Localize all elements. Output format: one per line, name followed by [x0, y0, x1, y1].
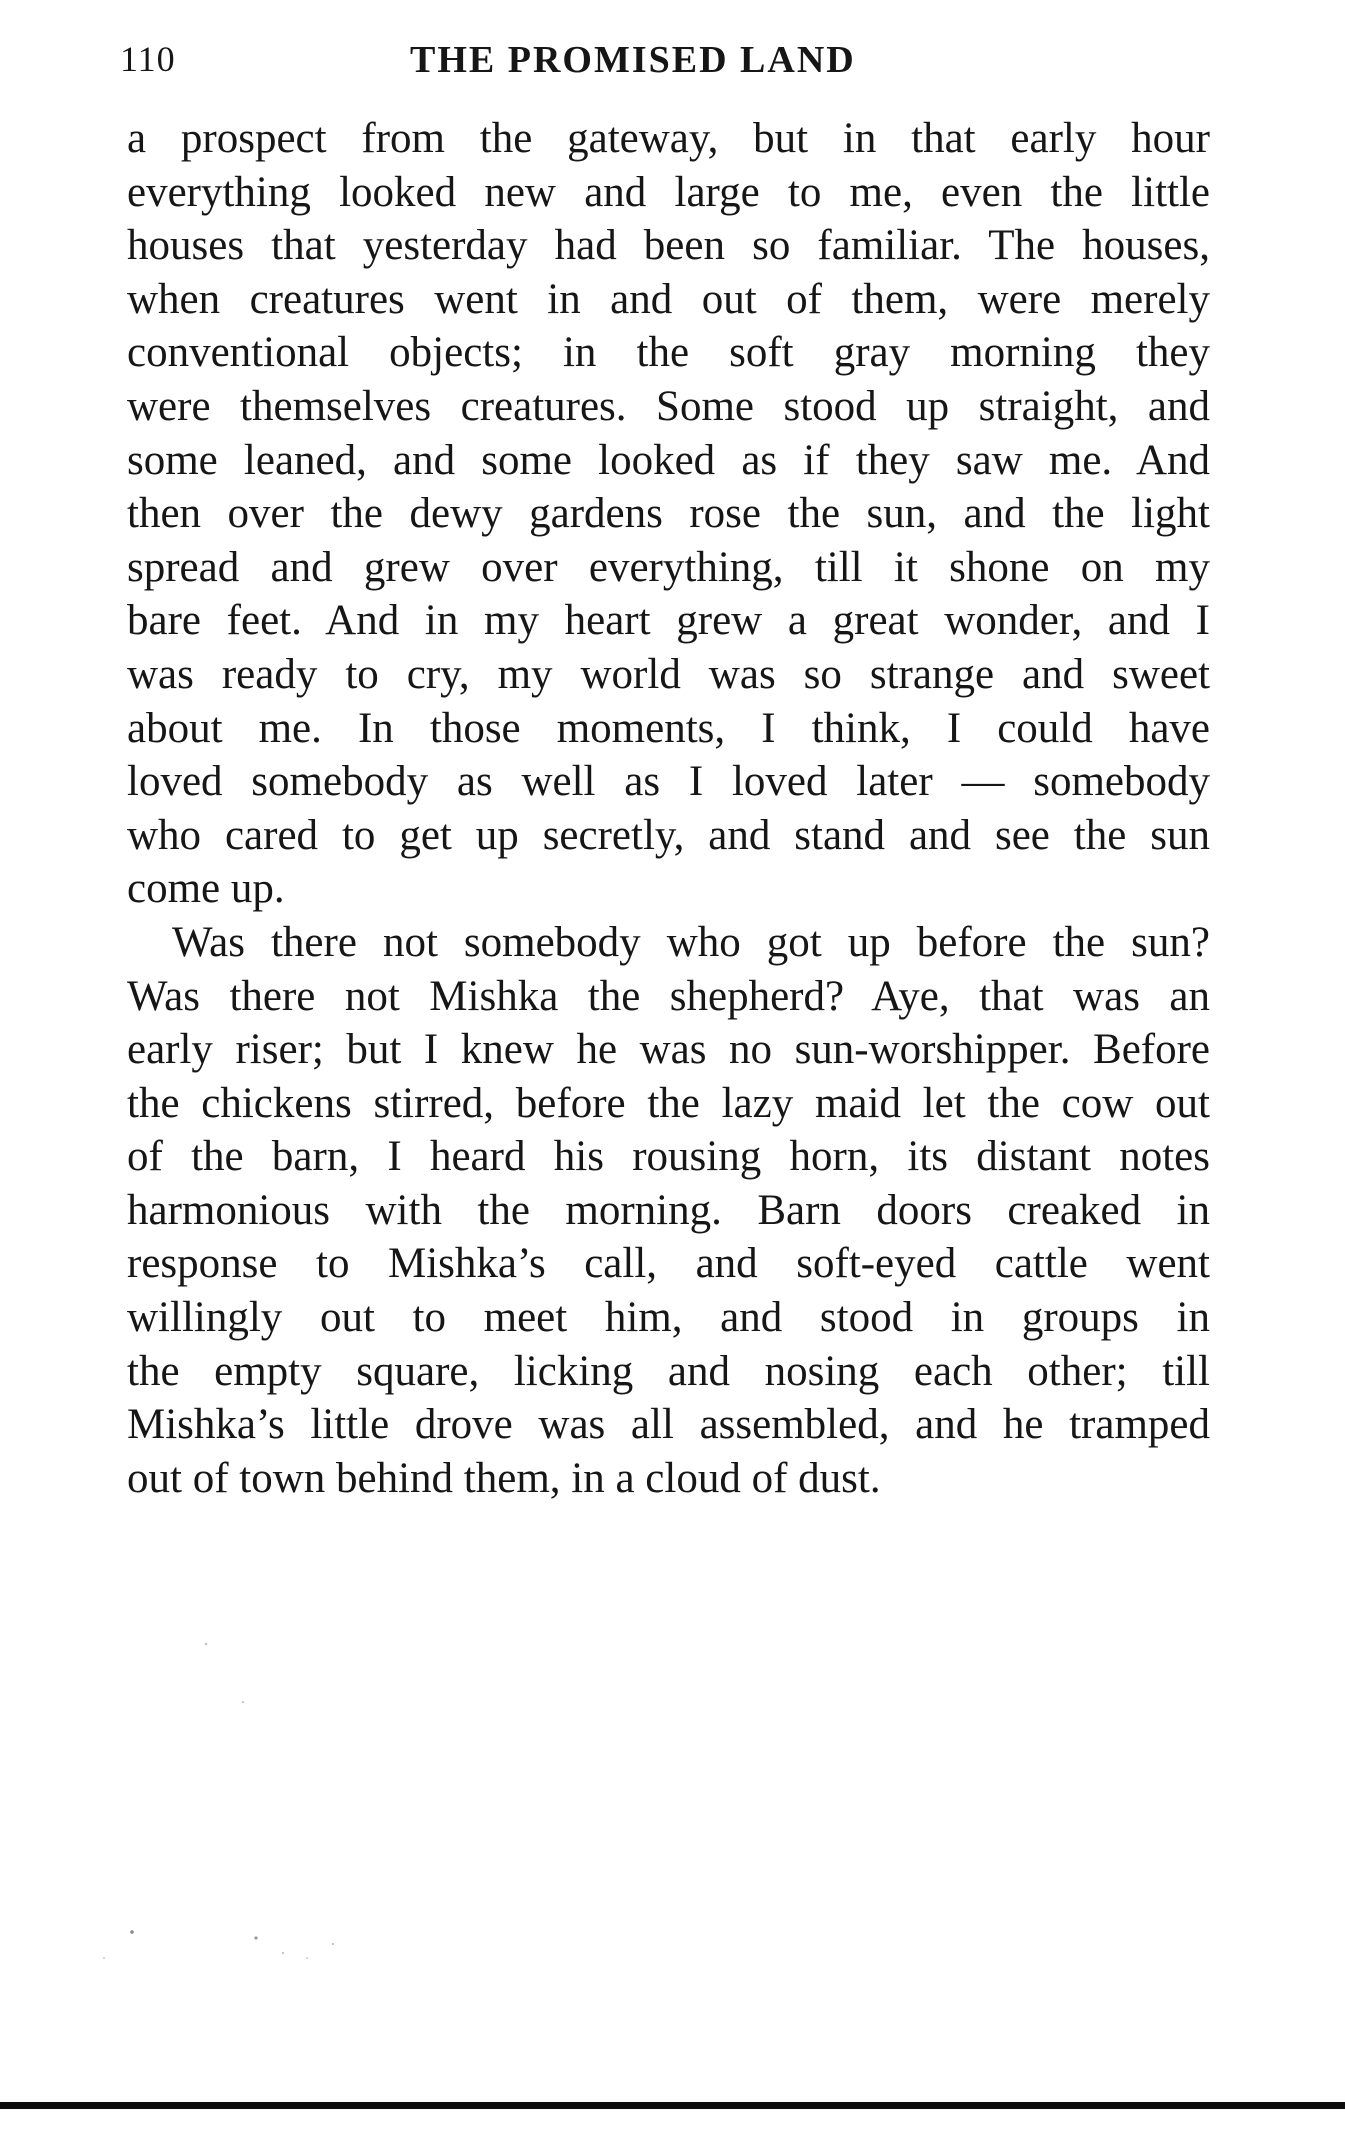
page-number: 110: [120, 39, 176, 79]
scan-speck: [306, 1957, 308, 1959]
paragraph-1: [127, 112, 1210, 916]
text-line: houses that yesterday had been so familiar. The houses,: [127, 222, 1210, 270]
bottom-rule: [0, 2102, 1345, 2109]
text-line: conventional objects; in the soft gray morning they: [127, 329, 1210, 377]
scan-speck: [332, 1943, 334, 1945]
text-line: then over the dewy gardens rose the sun, and the light: [127, 490, 1210, 538]
text-line: harmonious with the morning. Barn doors creaked in: [127, 1186, 1210, 1234]
running-head: [120, 38, 1200, 88]
text-line: Mishka’s little drove was all assembled, and he tramped: [127, 1401, 1210, 1449]
text-line: the empty square, licking and nosing each other; till: [127, 1347, 1210, 1395]
text-line: about me. In those moments, I think, I could have: [127, 704, 1210, 752]
scan-speck: [254, 1936, 257, 1939]
scan-speck: [205, 1643, 207, 1645]
text-line: willingly out to meet him, and stood in groups in: [127, 1294, 1210, 1342]
text-line: Was there not Mishka the shepherd? Aye, that was an: [127, 972, 1210, 1020]
text-line: the chickens stirred, before the lazy maid let the cow out: [127, 1079, 1210, 1127]
text-line: some leaned, and some looked as if they saw me. And: [127, 436, 1210, 484]
text-line: was ready to cry, my world was so strange and sweet: [127, 650, 1210, 698]
book-title: THE PROMISED LAND: [410, 39, 856, 81]
text-line: response to Mishka’s call, and soft-eyed cattle went: [127, 1240, 1210, 1288]
paragraph-2: [127, 916, 1210, 1506]
text-line: Was there not somebody who got up before the sun?: [172, 918, 1210, 966]
text-line: were themselves creatures. Some stood up straight, and: [127, 382, 1210, 430]
text-line: early riser; but I knew he was no sun-worshipper. Before: [127, 1026, 1210, 1074]
text-line: of the barn, I heard his rousing horn, its distant notes: [127, 1133, 1210, 1181]
scan-speck: [242, 1701, 244, 1703]
text-line: come up.: [127, 865, 285, 913]
text-line: a prospect from the gateway, but in that early hour: [127, 115, 1210, 162]
scan-speck: [130, 1930, 134, 1934]
text-line: everything looked new and large to me, even the little: [127, 168, 1210, 216]
text-line: out of town behind them, in a cloud of dust.: [127, 1454, 881, 1502]
scan-speck: [282, 1952, 284, 1954]
text-line: loved somebody as well as I loved later — somebody: [127, 758, 1210, 806]
body-text: [127, 112, 1210, 1505]
text-line: when creatures went in and out of them, were merely: [127, 275, 1210, 323]
text-line: bare feet. And in my heart grew a great wonder, and I: [127, 597, 1210, 645]
text-line: who cared to get up secretly, and stand and see the sun: [127, 811, 1210, 859]
text-line: spread and grew over everything, till it shone on my: [127, 543, 1210, 591]
scan-speck: [103, 1957, 105, 1959]
